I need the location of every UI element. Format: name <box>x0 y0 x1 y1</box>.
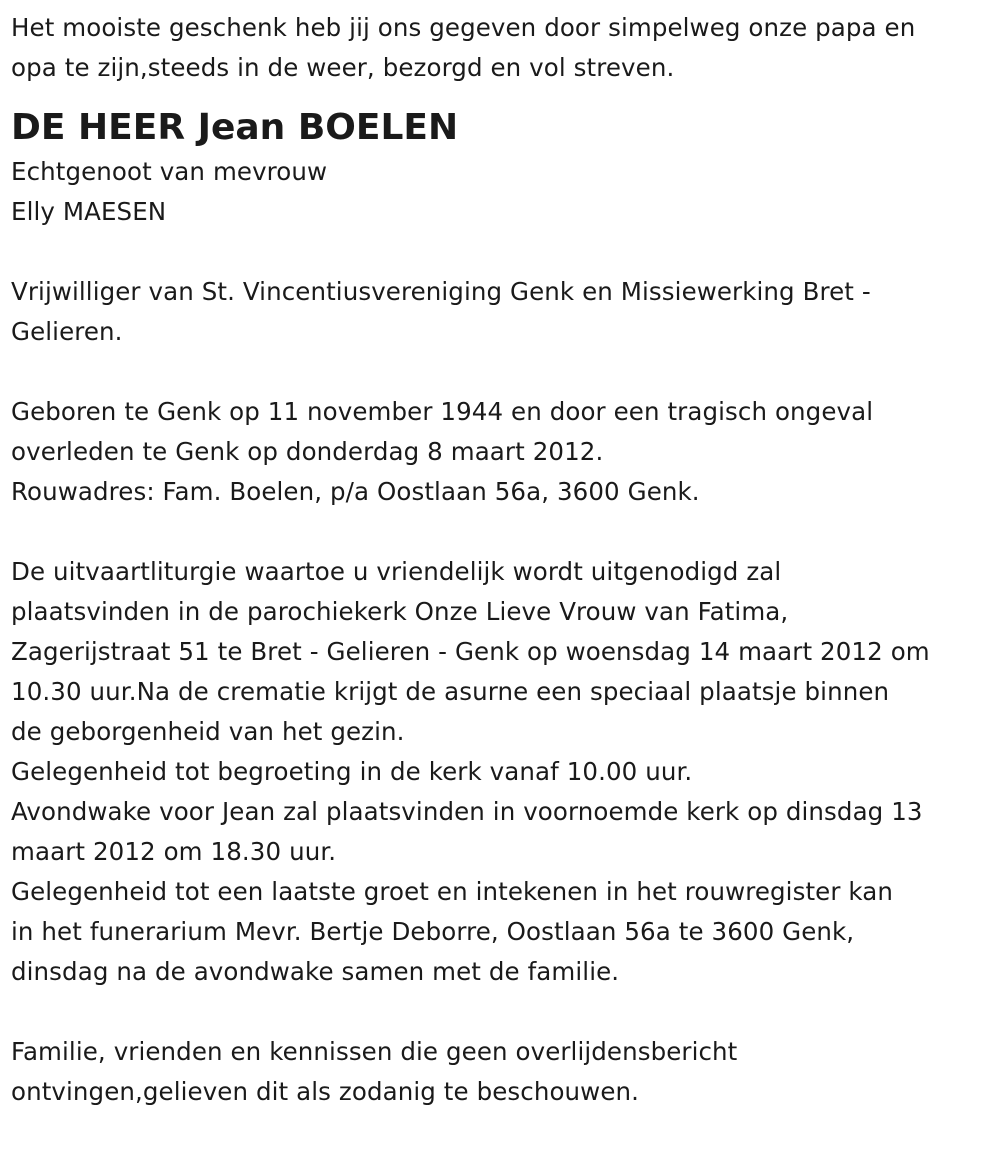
spouse-line: Elly MAESEN <box>11 197 167 226</box>
intro-line: opa te zijn,steeds in de weer, bezorgd en vol streven. <box>11 53 675 82</box>
spacer <box>11 512 991 552</box>
funeral-line: De uitvaartliturgie waartoe u vriendelijk wordt uitgenodigd zal <box>11 557 782 586</box>
spacer <box>11 232 991 272</box>
intro-paragraph <box>11 8 991 88</box>
spouse-line: Echtgenoot van mevrouw <box>11 157 328 186</box>
birth-death-line: Geboren te Genk op 11 november 1944 en door een tragisch ongeval <box>11 397 874 426</box>
funeral-line: Gelegenheid tot begroeting in de kerk vanaf 10.00 uur. <box>11 757 693 786</box>
funeral-paragraph <box>11 552 991 992</box>
closing-line: Familie, vrienden en kennissen die geen overlijdensbericht <box>11 1037 738 1066</box>
obituary-document <box>11 8 991 1112</box>
funeral-line: de geborgenheid van het gezin. <box>11 717 405 746</box>
spouse-paragraph <box>11 152 991 232</box>
funeral-line: Gelegenheid tot een laatste groet en intekenen in het rouwregister kan <box>11 877 893 906</box>
spacer <box>11 352 991 392</box>
intro-line: Het mooiste geschenk heb jij ons gegeven door simpelweg onze papa en <box>11 13 916 42</box>
funeral-line: Avondwake voor Jean zal plaatsvinden in voornoemde kerk op dinsdag 13 <box>11 797 923 826</box>
funeral-line: 10.30 uur.Na de crematie krijgt de asurne een speciaal plaatsje binnen <box>11 677 890 706</box>
funeral-line: maart 2012 om 18.30 uur. <box>11 837 337 866</box>
spacer <box>11 992 991 1032</box>
closing-paragraph <box>11 1032 991 1112</box>
volunteer-line: Vrijwilliger van St. Vincentiusvereniging Genk en Missiewerking Bret - <box>11 277 871 306</box>
funeral-line: plaatsvinden in de parochiekerk Onze Lieve Vrouw van Fatima, <box>11 597 789 626</box>
birth-death-line: overleden te Genk op donderdag 8 maart 2012. <box>11 437 604 466</box>
mourning-address-line: Rouwadres: Fam. Boelen, p/a Oostlaan 56a, 3600 Genk. <box>11 477 700 506</box>
volunteer-line: Gelieren. <box>11 317 123 346</box>
volunteer-paragraph <box>11 272 991 352</box>
deceased-name-heading: DE HEER Jean BOELEN <box>11 107 459 148</box>
funeral-line: Zagerijstraat 51 te Bret - Gelieren - Genk op woensdag 14 maart 2012 om <box>11 637 930 666</box>
closing-line: ontvingen,gelieven dit als zodanig te beschouwen. <box>11 1077 640 1106</box>
birth-death-paragraph <box>11 392 991 512</box>
funeral-line: in het funerarium Mevr. Bertje Deborre, Oostlaan 56a te 3600 Genk, <box>11 917 855 946</box>
spacer <box>11 88 991 104</box>
funeral-line: dinsdag na de avondwake samen met de familie. <box>11 957 620 986</box>
